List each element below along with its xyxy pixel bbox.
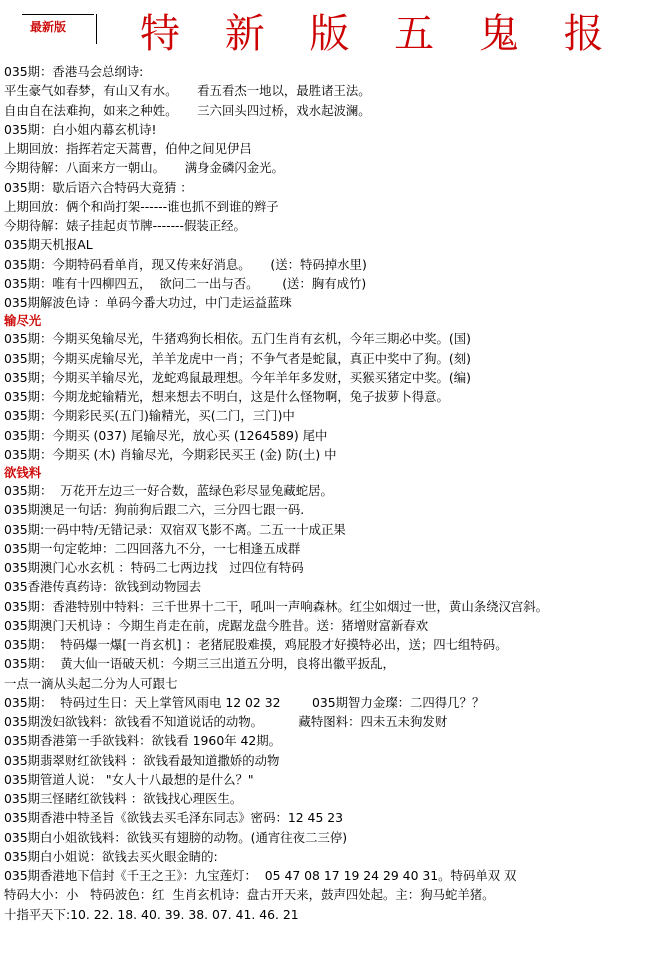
text-line: 035期： 特码过生日：天上掌管风雨电 12 02 32 035期智力金璨：二四得几？？ (4, 694, 485, 710)
text-line: 今期待解：婊子挂起贞节牌-------假装正经。 (4, 218, 246, 233)
text-line: 035期：唯有十四柳四五， 欲问二一出与否。 (送：胸有成竹) (4, 275, 367, 291)
text-line: 平生豪气如春梦，有山又有水。 看五看杰一地以，最胜诸王法。 (4, 83, 371, 99)
text-line: 035期：今期买 (037) 尾输尽光，放心买 (1264589) 尾中 (4, 427, 328, 443)
text-line: 035期:一码中特/无错记录：双宿双飞影不离。二五一十成正果 (4, 521, 346, 537)
text-line: 035期：今期彩民买(五门)输精光，买(二门，三门)中 (4, 408, 295, 424)
text-line: 035期香港第一手欲钱料：欲钱看 1960年 42期。 (4, 733, 282, 749)
text-line: 035香港传真药诗：欲钱到动物园去 (4, 579, 202, 595)
text-line: 035期：今期特码看单肖，现又传来好消息。 (送：特码掉水里) (4, 256, 367, 272)
text-line: 035期白小姐说：欲钱去买火眼金睛的: (4, 848, 218, 864)
text-line: 035期泼妇欲钱料：欲钱看不知道说话的动物。 藏特图料：四未五未狗发财 (4, 714, 448, 729)
text-line: 035期：今期龙蛇输精光，想来想去不明白，这是什么怪物啊，兔子拔萝卜得意。 (4, 389, 449, 404)
text-line: 035期澳门心水玄机 ：特码二七两边找 过四位有特码 (4, 560, 304, 575)
text-line: 035期香港地下信封《千王之王》：九宝莲灯： 05 47 08 17 19 24 29 40 31。特码单双 双 (4, 868, 517, 883)
text-line: 035期： 万花开左边三一好合数，蓝绿色彩尽显兔藏蛇居。 (4, 483, 333, 498)
text-line: 一点一滴从头起二分为人可跟七 (4, 675, 178, 691)
text-line: 035期：香港特别中特料：三千世界十二干，吼叫一声响森林。红尘如烟过一世，黄山条绕汉宫斜。 (4, 598, 549, 614)
text-line: 上期回放：指挥若定天蒿曹，伯仲之间见伊吕 (4, 141, 252, 156)
text-line: 十指平天下:10. 22. 18. 40. 39. 38. 07. 41. 46. 21 (4, 906, 299, 922)
text-line: 035期三怪睹红欲钱料 ：欲钱找心理医生。 (4, 791, 243, 806)
text-line: 035期天机报AL (4, 237, 93, 253)
section-heading-money: 欲钱料 (4, 465, 42, 480)
text-line: 上期回放：俩个和尚打架------谁也抓不到谁的辫子 (4, 198, 279, 214)
badge-divider (22, 14, 94, 15)
badge-divider-vertical (96, 14, 97, 44)
text-line: 特码大小：小 特码波色：红 生肖玄机诗：盘古开天来，鼓声四处起。主：狗马蛇羊猪。 (4, 887, 495, 903)
text-group-money (4, 481, 654, 924)
document-body (4, 62, 654, 924)
text-line: 035期香港中特圣旨《欲钱去买毛泽东同志》密码：12 45 23 (4, 810, 344, 826)
text-line: 035期一句定乾坤：二四回落九不分，一七相逢五成群 (4, 540, 301, 556)
text-line: 035期： 黄大仙一语破天机：今期三三出道五分明，良将出徽平扳乱， (4, 656, 395, 672)
text-line: 035期：今期买 (木) 肖输尽光，今期彩民买王 (金) 防(土) 中 (4, 446, 337, 462)
text-line: 035期：白小姐内幕玄机诗! (4, 121, 157, 137)
text-line: 035期翡翠财红欲钱料 ：欲钱看最知道撒娇的动物 (4, 752, 280, 768)
text-line: 035期：歇后语六合特码大竟猜 ： (4, 179, 193, 195)
section-heading-lose: 输尽光 (4, 313, 42, 329)
latest-edition-badge: 最新版 (30, 20, 67, 34)
text-line: 自由自在法难拘，如来之种姓。 三六回头四过桥，戏水起波澜。 (4, 102, 371, 118)
text-line: 035期管道人说： "女人十八最想的是什么？" (4, 771, 254, 787)
page-header (0, 0, 657, 62)
text-line: 今期待解：八面来方一朝山。 满身金磷闪金光。 (4, 160, 284, 176)
text-group-poems (4, 62, 654, 312)
text-line: 035期澳门天机诗 ：今期生肖走在前，虎踞龙盘今胜昔。送：猪增财富新春欢 (4, 617, 429, 633)
text-line: 035期澳足一句话：狗前狗后跟二六，三分四七跟一码. (4, 502, 305, 518)
text-line: 035期：香港马会总纲诗: (4, 64, 144, 79)
text-line: 035期；今期买羊输尽光，龙蛇鸡鼠最理想。今年羊年多发财，买猴买猪定中奖。(编) (4, 369, 471, 385)
page-title: 特 新 版 五 鬼 报 (140, 11, 620, 57)
text-line: 035期： 特码爆一爆[一肖玄机] ：老猪屁股难摸，鸡屁股才好摸特必出，送；四七组特码。 (4, 637, 508, 652)
text-line: 035期解波色诗 ：单码今番大功过，中门走运益蓝珠 (4, 295, 292, 310)
text-group-lose (4, 329, 654, 464)
text-line: 035期白小姐欲钱料：欲钱买有翅膀的动物。(通宵往夜二三停) (4, 829, 348, 845)
text-line: 035期；今期买虎输尽光，羊羊龙虎中一肖；不争气者是蛇鼠，真正中奖中了狗。(刻) (4, 350, 471, 366)
text-line: 035期：今期买兔输尽光，牛猪鸡狗长相依。五门生肖有玄机，今年三期必中奖。(国) (4, 331, 471, 347)
